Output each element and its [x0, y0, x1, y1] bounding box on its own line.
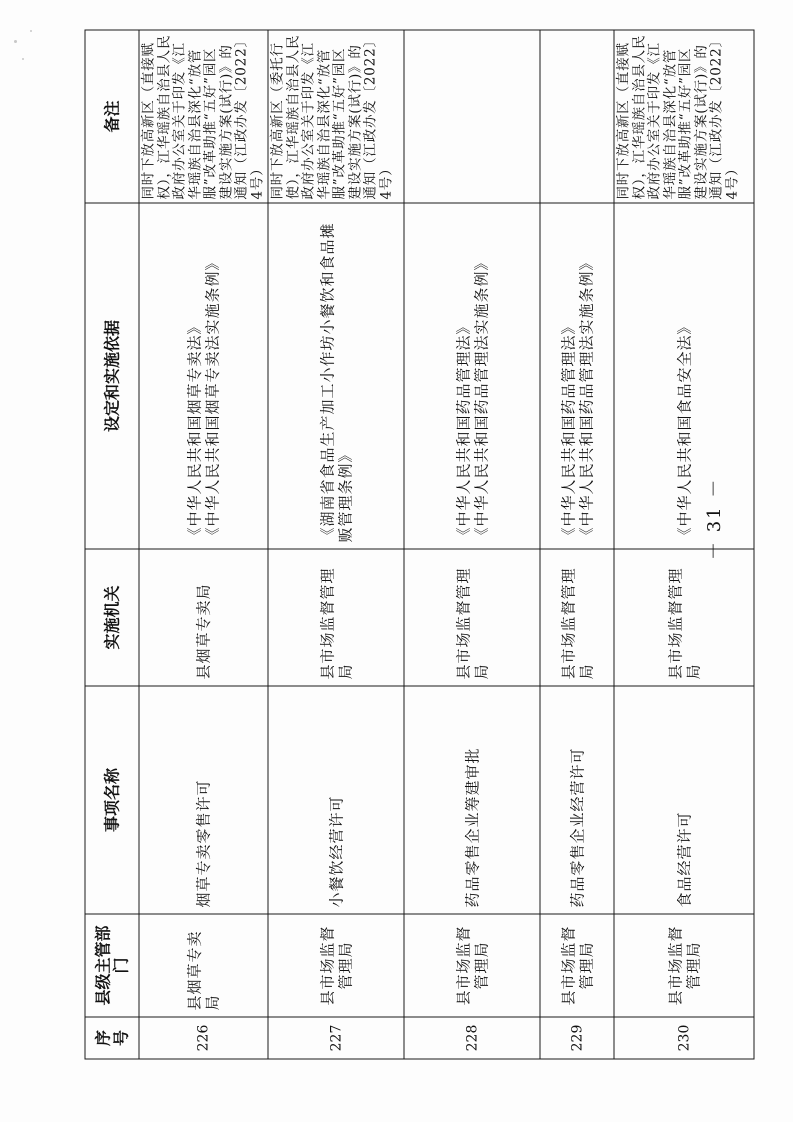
basis-law: 《中华人民共和国烟草专卖法》 [185, 317, 203, 542]
header-note: 备注 [85, 30, 139, 203]
row-note: 同时下放高新区（直接赋权），江华瑶族自治县人民政府办公室关于印发《江华瑶族自治县深化“放管服”改革助推“五好”园区建设实施方案(试行)》的通知（江政办发〔2022〕4号） [139, 30, 268, 203]
scan-speck [14, 40, 17, 43]
row-basis [540, 203, 614, 549]
basis-law: 《中华人民共和国药品管理法》 [453, 317, 472, 542]
row-item: 食品经营许可 [614, 686, 754, 914]
basis-law: 《中华人民共和国药品管理法实施条例》 [471, 253, 490, 542]
header-item: 事项名称 [85, 686, 139, 914]
scan-speck [30, 30, 32, 32]
row-item: 烟草专卖零售许可 [139, 686, 268, 914]
basis-law: 《中华人民共和国食品安全法》 [674, 317, 693, 542]
row-agency: 县烟草专卖局 [139, 549, 268, 686]
header-agency: 实施机关 [85, 549, 139, 686]
row-basis [268, 203, 404, 549]
row-note: 同时下放高新区（直接赋权），江华瑶族自治县人民政府办公室关于印发《江华瑶族自治县深化“放管服”改革助推“五好”园区建设实施方案(试行)》的通知（江政办发〔2022〕4号） [614, 30, 754, 203]
table-row [139, 30, 268, 1059]
header-basis: 设定和实施依据 [85, 203, 139, 549]
basis-law: 《中华人民共和国烟草专卖法实施条例》 [203, 253, 221, 542]
row-note [404, 30, 540, 203]
header-index: 序号 [85, 1017, 139, 1059]
basis-law: 《中华人民共和国药品管理法》 [558, 317, 577, 542]
row-agency: 县市场监督管理局 [268, 549, 404, 686]
row-agency: 县市场监督管理局 [540, 549, 614, 686]
row-dept: 县市场监督管理局 [540, 914, 614, 1017]
table-row [540, 30, 614, 1059]
row-agency: 县市场监督管理局 [404, 549, 540, 686]
table-row [614, 30, 754, 1059]
row-note [540, 30, 614, 203]
row-dept: 县市场监督管理局 [268, 914, 404, 1017]
row-basis [614, 203, 754, 549]
row-item: 小餐饮经营许可 [268, 686, 404, 914]
row-index: 230 [614, 1017, 754, 1059]
row-item: 药品零售企业经营许可 [540, 686, 614, 914]
approval-items-table [84, 29, 754, 1059]
table-row [404, 30, 540, 1059]
table-header-row [85, 30, 139, 1059]
row-note: 同时下放高新区（委托行使），江华瑶族自治县人民政府办公室关于印发《江华瑶族自治县深化“放管服”改革助推“五好”园区建设实施方案(试行)》的通知（江政办发〔2022〕4号） [268, 30, 404, 203]
scan-speck [22, 58, 24, 60]
row-index: 227 [268, 1017, 404, 1059]
table-row [268, 30, 404, 1059]
basis-law: 《中华人民共和国药品管理法实施条例》 [576, 253, 595, 542]
row-item: 药品零售企业筹建审批 [404, 686, 540, 914]
basis-law: 《湖南省食品生产加工小作坊小餐饮和食品摊贩管理条例》 [317, 221, 354, 542]
row-dept: 县市场监督管理局 [614, 914, 754, 1017]
row-dept: 县市场监督管理局 [404, 914, 540, 1017]
header-dept: 县级主管部门 [85, 914, 139, 1017]
row-dept: 县烟草专卖局 [139, 914, 268, 1017]
row-basis [139, 203, 268, 549]
row-basis [404, 203, 540, 549]
row-index: 226 [139, 1017, 268, 1059]
row-index: 229 [540, 1017, 614, 1059]
row-index: 228 [404, 1017, 540, 1059]
row-agency: 县市场监督管理局 [614, 549, 754, 686]
page-number: － 31 － [704, 477, 725, 560]
